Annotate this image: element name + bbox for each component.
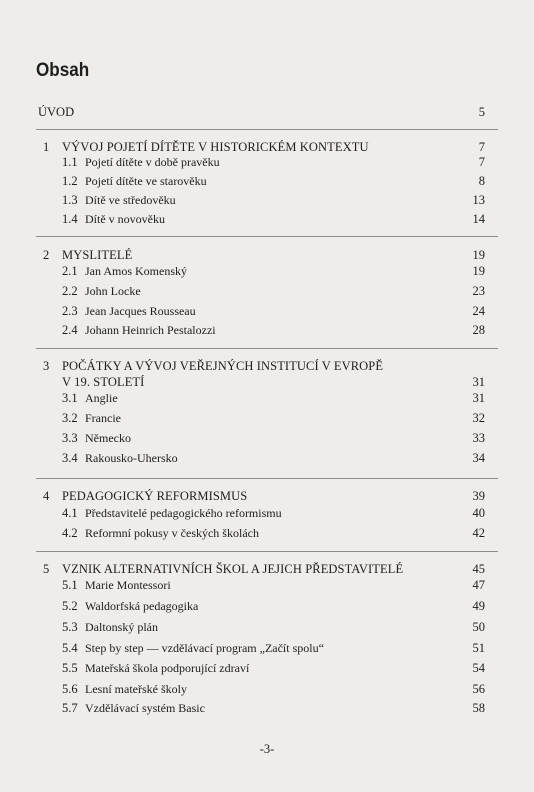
item-number: 4.2 bbox=[62, 526, 78, 540]
toc-chapter-row bbox=[0, 561, 534, 577]
toc-chapter-row bbox=[0, 139, 534, 155]
toc-chapter-row-continued bbox=[0, 374, 534, 390]
toc-item-row bbox=[0, 390, 534, 406]
item-number: 3.1 bbox=[62, 391, 78, 405]
item-title: Rakousko-Uhersko bbox=[85, 451, 178, 465]
item-title: Anglie bbox=[85, 391, 118, 405]
toc-chapter-row bbox=[0, 358, 534, 374]
toc-intro-page: 5 bbox=[478, 105, 485, 119]
chapter-page: 7 bbox=[478, 140, 485, 154]
item-page: 33 bbox=[472, 431, 485, 445]
chapter-title: PEDAGOGICKÝ REFORMISMUS bbox=[62, 489, 248, 503]
chapter-title: POČÁTKY A VÝVOJ VEŘEJNÝCH INSTITUCÍ V EVROPĚ bbox=[62, 359, 384, 373]
item-number: 5.7 bbox=[62, 701, 78, 715]
item-page: 54 bbox=[472, 661, 485, 675]
item-number: 5.6 bbox=[62, 682, 78, 696]
divider bbox=[36, 348, 498, 349]
toc-item-row bbox=[0, 505, 534, 521]
chapter-page: 31 bbox=[472, 375, 485, 389]
item-number: 2.4 bbox=[62, 323, 78, 337]
toc-item-row bbox=[0, 303, 534, 319]
item-page: 19 bbox=[472, 264, 485, 278]
chapter-title: VÝVOJ POJETÍ DÍTĚTE V HISTORICKÉM KONTEXTU bbox=[62, 140, 369, 154]
chapter-title: VZNIK ALTERNATIVNÍCH ŠKOL A JEJICH PŘEDSTAVITELÉ bbox=[62, 562, 404, 576]
toc-item-row bbox=[0, 598, 534, 614]
item-page: 13 bbox=[472, 193, 485, 207]
item-number: 1.1 bbox=[62, 155, 78, 169]
item-page: 7 bbox=[478, 155, 485, 169]
chapter-page: 39 bbox=[472, 489, 485, 503]
item-title: Mateřská škola podporující zdraví bbox=[85, 661, 250, 675]
item-page: 42 bbox=[472, 526, 485, 540]
item-page: 56 bbox=[472, 682, 485, 696]
toc-item-row bbox=[0, 430, 534, 446]
item-title: Francie bbox=[85, 411, 121, 425]
item-page: 31 bbox=[472, 391, 485, 405]
item-title: Pojetí dítěte ve starověku bbox=[85, 174, 207, 188]
item-number: 1.3 bbox=[62, 193, 78, 207]
divider bbox=[36, 236, 498, 237]
item-title: Johann Heinrich Pestalozzi bbox=[85, 323, 216, 337]
chapter-title-line2: V 19. STOLETÍ bbox=[62, 375, 145, 389]
item-page: 14 bbox=[472, 212, 485, 226]
divider bbox=[36, 551, 498, 552]
item-title: Představitelé pedagogického reformismu bbox=[85, 506, 282, 520]
toc-intro-title: ÚVOD bbox=[38, 105, 75, 119]
toc-item-row bbox=[0, 525, 534, 541]
item-number: 3.3 bbox=[62, 431, 78, 445]
item-page: 8 bbox=[478, 174, 485, 188]
page-number-footer: -3- bbox=[259, 742, 275, 756]
item-number: 5.4 bbox=[62, 641, 78, 655]
item-title: Marie Montessori bbox=[85, 578, 171, 592]
item-title: Jan Amos Komenský bbox=[85, 264, 187, 278]
item-number: 5.3 bbox=[62, 620, 78, 634]
item-number: 5.2 bbox=[62, 599, 78, 613]
item-title: Lesní mateřské školy bbox=[85, 682, 187, 696]
toc-item-row bbox=[0, 211, 534, 227]
item-number: 2.3 bbox=[62, 304, 78, 318]
item-title: Jean Jacques Rousseau bbox=[85, 304, 196, 318]
item-number: 4.1 bbox=[62, 506, 78, 520]
item-number: 5.5 bbox=[62, 661, 78, 675]
page-title: Obsah bbox=[36, 60, 90, 81]
item-title: Step by step — vzdělávací program „Začít spolu“ bbox=[85, 641, 324, 655]
item-page: 51 bbox=[472, 641, 485, 655]
item-title: Vzdělávací systém Basic bbox=[85, 701, 205, 715]
toc-item-row bbox=[0, 173, 534, 189]
toc-item-row bbox=[0, 700, 534, 716]
toc-item-row bbox=[0, 681, 534, 697]
item-title: Německo bbox=[85, 431, 131, 445]
chapter-number: 4 bbox=[43, 489, 50, 503]
chapter-title: MYSLITELÉ bbox=[62, 248, 133, 262]
item-number: 1.4 bbox=[62, 212, 78, 226]
toc-item-row bbox=[0, 154, 534, 170]
toc-item-row bbox=[0, 640, 534, 656]
chapter-number: 1 bbox=[43, 140, 50, 154]
toc-intro-row bbox=[0, 104, 534, 120]
toc-item-row bbox=[0, 450, 534, 466]
item-title: Pojetí dítěte v době pravěku bbox=[85, 155, 220, 169]
item-number: 3.2 bbox=[62, 411, 78, 425]
chapter-number: 3 bbox=[43, 359, 50, 373]
toc-chapter-row bbox=[0, 247, 534, 263]
toc-item-row bbox=[0, 619, 534, 635]
item-number: 2.2 bbox=[62, 284, 78, 298]
chapter-page: 45 bbox=[472, 562, 485, 576]
toc-item-row bbox=[0, 410, 534, 426]
divider bbox=[36, 478, 498, 479]
chapter-number: 5 bbox=[43, 562, 50, 576]
item-page: 28 bbox=[472, 323, 485, 337]
toc-chapter-row bbox=[0, 488, 534, 504]
toc-item-row bbox=[0, 283, 534, 299]
item-number: 2.1 bbox=[62, 264, 78, 278]
item-page: 50 bbox=[472, 620, 485, 634]
divider bbox=[36, 129, 498, 130]
toc-item-row bbox=[0, 660, 534, 676]
item-title: Dítě v novověku bbox=[85, 212, 165, 226]
item-title: Reformní pokusy v českých školách bbox=[85, 526, 259, 540]
item-page: 34 bbox=[472, 451, 485, 465]
chapter-page: 19 bbox=[472, 248, 485, 262]
item-number: 3.4 bbox=[62, 451, 78, 465]
toc-item-row bbox=[0, 192, 534, 208]
item-title: John Locke bbox=[85, 284, 141, 298]
item-title: Waldorfská pedagogika bbox=[85, 599, 199, 613]
item-page: 49 bbox=[472, 599, 485, 613]
item-number: 1.2 bbox=[62, 174, 78, 188]
toc-item-row bbox=[0, 322, 534, 338]
item-page: 58 bbox=[472, 701, 485, 715]
chapter-number: 2 bbox=[43, 248, 50, 262]
toc-item-row bbox=[0, 263, 534, 279]
item-page: 24 bbox=[472, 304, 485, 318]
item-page: 40 bbox=[472, 506, 485, 520]
item-page: 47 bbox=[472, 578, 485, 592]
item-page: 32 bbox=[472, 411, 485, 425]
item-page: 23 bbox=[472, 284, 485, 298]
toc-item-row bbox=[0, 577, 534, 593]
item-title: Dítě ve středověku bbox=[85, 193, 176, 207]
item-title: Daltonský plán bbox=[85, 620, 158, 634]
item-number: 5.1 bbox=[62, 578, 78, 592]
